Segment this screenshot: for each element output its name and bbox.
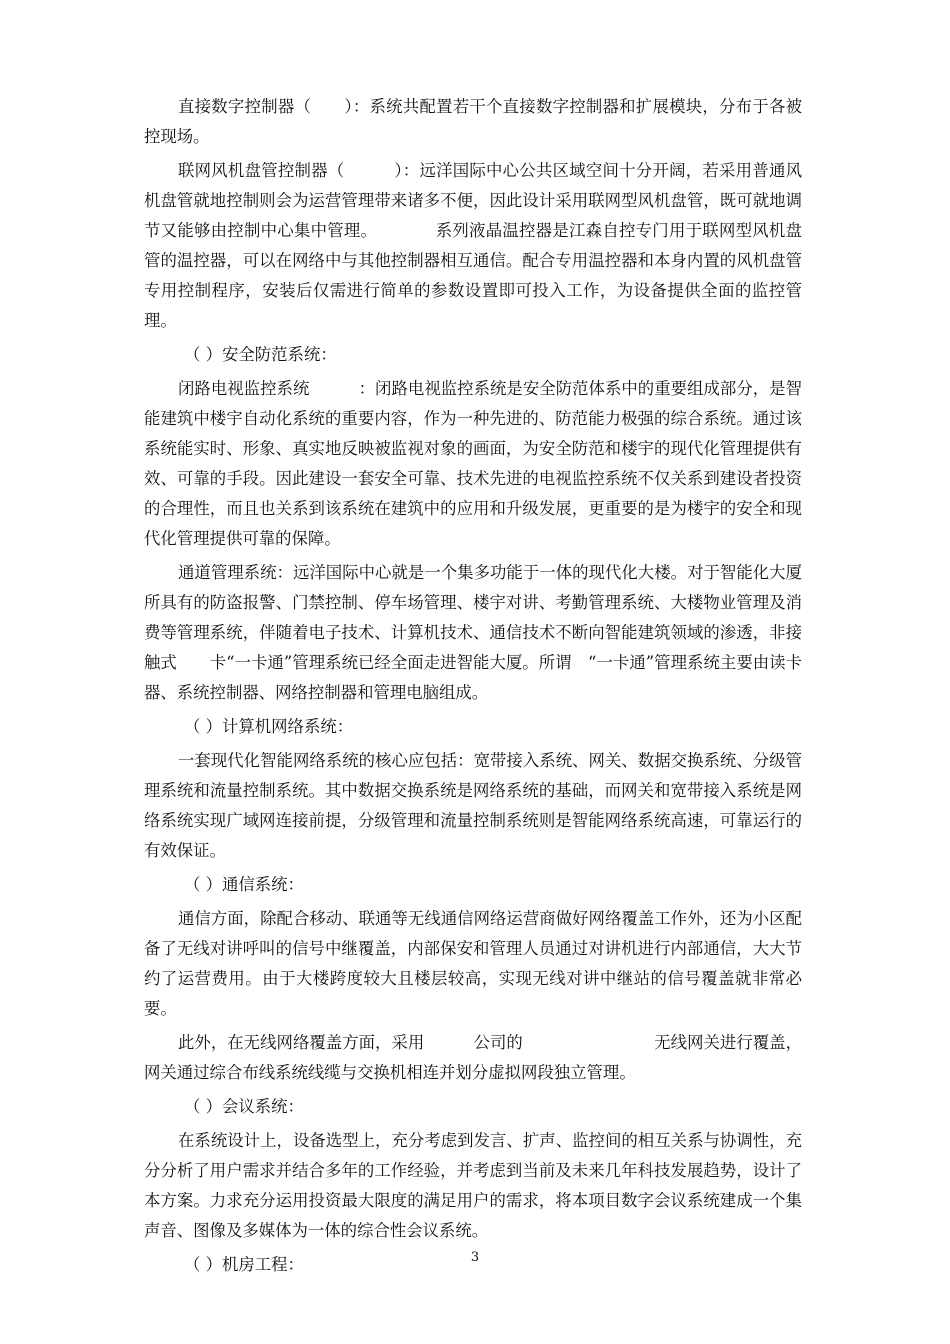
paragraph-network: 一套现代化智能网络系统的核心应包括：宽带接入系统、网关、数据交换系统、分级管理系统和流量控制系统。其中数据交换系统是网络系统的基础，而网关和宽带接入系统是网络系统实现广域网连接前提，分级管理和流量控制系统则是智能网络系统高速，可靠运行的有效保证。 [144,751,802,860]
paragraph-ddc-controller: 直接数字控制器（ ）：系统共配置若干个直接数字控制器和扩展模块，分布于各被控现场。 [144,97,802,146]
section-heading-conference: （ ）会议系统： [184,1097,304,1116]
document-body [144,92,802,1284]
paragraph-conference: 在系统设计上，设备选型上，充分考虑到发言、扩声、监控间的相互关系与协调性，充分分析了用户需求并结合多年的工作经验，并考虑到当前及未来几年科技发展趋势，设计了本方案。力求充分运用投资最大限度的满足用户的需求，将本项目数字会议系统建成一个集声音、图像及多媒体为一体的综合性会议系统。 [144,1131,802,1240]
paragraph-fan-coil-controller: 联网风机盘管控制器（ ）：远洋国际中心公共区域空间十分开阔，若采用普通风机盘管就地控制则会为运营管理带来诸多不便，因此设计采用联网型风机盘管，既可就地调节又能够由控制中心集中管理。 系列液晶温控器是江森自控专门用于联网型风机盘管的温控器，可以在网络中与其他控制器相互通信。配合专用温控器和本身内置的风机盘管专用控制程序，安装后仅需进行简单的参数设置即可投入工作，为设备提供全面的监控管理。 [144,161,802,330]
paragraph-cctv: 闭路电视监控系统 ：闭路电视监控系统是安全防范体系中的重要组成部分，是智能建筑中楼宇自动化系统的重要内容，作为一种先进的、防范能力极强的综合系统。通过该系统能实时、形象、真实地反映被监视对象的画面，为安全防范和楼宇的现代化管理提供有效、可靠的手段。因此建设一套安全可靠、技术先进的电视监控系统不仅关系到建设者投资的合理性，而且也关系到该系统在建筑中的应用和升级发展，更重要的是为楼宇的安全和现代化管理提供可靠的保障。 [144,379,802,548]
section-heading-machine-room: （ ）机房工程： [184,1255,304,1274]
section-heading-communication: （ ）通信系统： [184,875,304,894]
section-heading-network: （ ）计算机网络系统： [184,717,354,736]
paragraph-access-control: 通道管理系统：远洋国际中心就是一个集多功能于一体的现代化大楼。对于智能化大厦所具有的防盗报警、门禁控制、停车场管理、楼宇对讲、考勤管理系统、大楼物业管理及消费等管理系统，伴随着电子技术、计算机技术、通信技术不断向智能建筑领域的渗透，非接触式 卡“一卡通”管理系统已经全面走进智能大厦。所谓 “一卡通”管理系统主要由读卡器、系统控制器、网络控制器和管理电脑组成。 [144,563,802,702]
paragraph-wireless: 此外，在无线网络覆盖方面，采用 公司的 无线网关进行覆盖，网关通过综合布线系统线缆与交换机相连并划分虚拟网段独立管理。 [144,1033,802,1082]
page-number: 3 [470,1250,480,1265]
section-heading-security: （ ）安全防范系统： [184,345,337,364]
paragraph-communication: 通信方面，除配合移动、联通等无线通信网络运营商做好网络覆盖工作外，还为小区配备了无线对讲呼叫的信号中继覆盖，内部保安和管理人员通过对讲机进行内部通信，大大节约了运营费用。由于大楼跨度较大且楼层较高，实现无线对讲中继站的信号覆盖就非常必要。 [144,909,802,1018]
